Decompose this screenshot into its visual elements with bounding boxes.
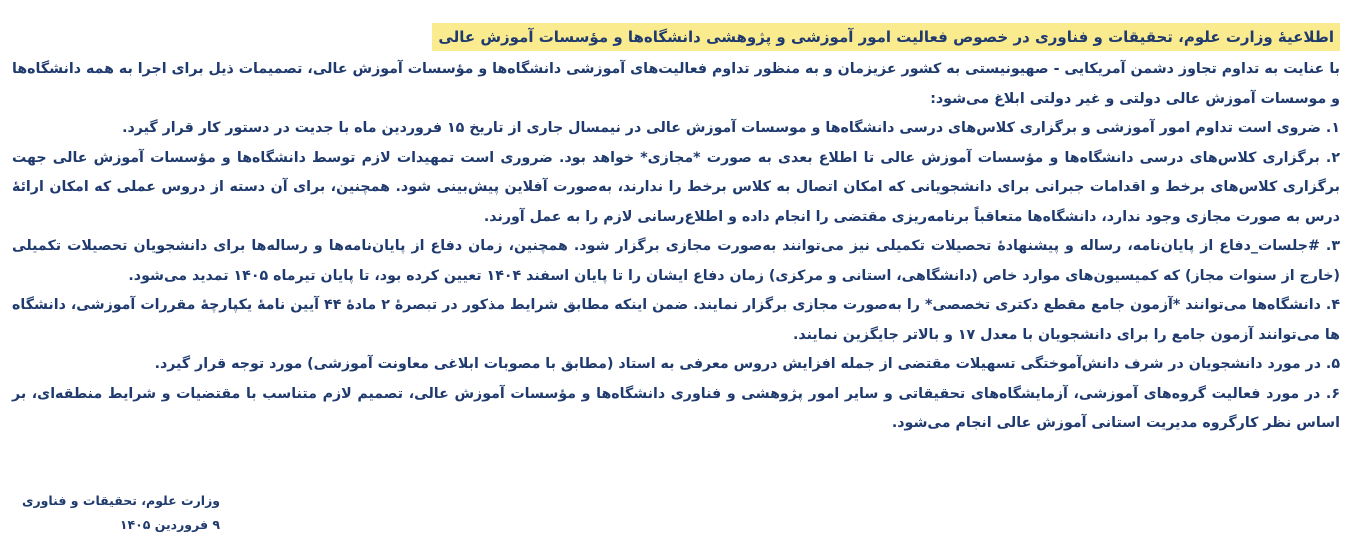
signature-org: وزارت علوم، تحقیقات و فناوری (22, 493, 221, 508)
title-row (12, 23, 1340, 51)
item-3: ۳. #جلسات_دفاع از پایان‌نامه، رساله و پیشنهادهٔ تحصیلات تکمیلی نیز می‌توانند به‌صورت مجازی برگزار شود. همچنین، زمان دفاع از پایان‌نامه‌ها و رساله‌ها برای دانشجویان تحصیلات تکمیلی (خارج از سنوات مجاز) که کمیسیون‌های موارد خاص (دانشگاهی، استانی و مرکزی) زمان دفاع ایشان را تا پایان اسفند ۱۴۰۴ تعیین کرده بود، تا پایان تیرماه ۱۴۰۵ تمدید می‌شود. (12, 238, 1340, 284)
item-2: ۲. برگزاری کلاس‌های درسی دانشگاه‌ها و مؤسسات آموزش عالی تا اطلاع بعدی به صورت *مجازی* خواهد بود. ضروری است تمهیدات لازم توسط دانشگاه‌ها و مؤسسات آموزش عالی جهت برگزاری کلاس‌های برخط و اقدامات جبرانی برای دانشجویانی که امکان اتصال به کلاس برخط را ندارند، به‌صورت آفلاین پیش‌بینی شود. همچنین، برای آن دسته از دروس عملی که امکان ارائهٔ درس به صورت مجازی وجود ندارد، دانشگاه‌ها متعاقباً برنامه‌ریزی مقتضی را انجام داده و اطلاع‌رسانی لازم را به عمل آورند. (12, 149, 1340, 225)
item-4: ۴. دانشگاه‌ها می‌توانند *آزمون جامع مقطع دکتری تخصصی* را به‌صورت مجازی برگزار نمایند. ضمن اینکه مطابق شرایط مذکور در تبصرهٔ ۲ مادهٔ ۴۴ آیین نامهٔ یکپارچهٔ مقررات آموزشی، دانشگاه ها می‌توانند آزمون جامع را برای دانشجویان با معدل ۱۷ و بالاتر جایگزین نمایند. (12, 297, 1340, 343)
intro-paragraph: با عنایت به تداوم تجاوز دشمن آمریکایی - صهیونیستی به کشور عزیزمان و به منظور تداوم فعالیت‌های آموزشی دانشگاه‌ها و مؤسسات آموزش عالی، تصمیمات ذیل برای اجرا به همه دانشگاه‌ها و موسسات آموزش عالی دولتی و غیر دولتی ابلاغ می‌شود: (12, 61, 1340, 107)
announcement-title: اطلاعیهٔ وزارت علوم، تحقیقات و فناوری در خصوص فعالیت امور آموزشی و پژوهشی دانشگاه‌ها و مؤسسات آموزش عالی (432, 23, 1340, 51)
item-5: ۵. در مورد دانشجویان در شرف دانش‌آموختگی تسهیلات مقتضی از جمله افزایش دروس معرفی به استاد (مطابق با مصوبات ابلاغی معاونت آموزشی) مورد توجه قرار گیرد. (154, 356, 1340, 372)
item-6: ۶. در مورد فعالیت گروه‌های آموزشی، آزمایشگاه‌های تحقیقاتی و سایر امور پژوهشی و فناوری دانشگاه‌ها و مؤسسات آموزش عالی، تصمیم لازم متناسب با مقتضیات و شرایط منطقه‌ای، بر اساس نظر کارگروه مدیریت استانی آموزش عالی انجام می‌شود. (12, 385, 1340, 431)
signature-date: ۹ فروردین ۱۴۰۵ (119, 517, 221, 532)
signature-block (22, 489, 220, 537)
item-1: ۱. ضروی است تداوم امور آموزشی و برگزاری کلاس‌های درسی دانشگاه‌ها و موسسات آموزش عالی در نیمسال جاری از تاریخ ۱۵ فروردین ماه با جدیت در دستور کار قرار گیرد. (122, 120, 1340, 136)
